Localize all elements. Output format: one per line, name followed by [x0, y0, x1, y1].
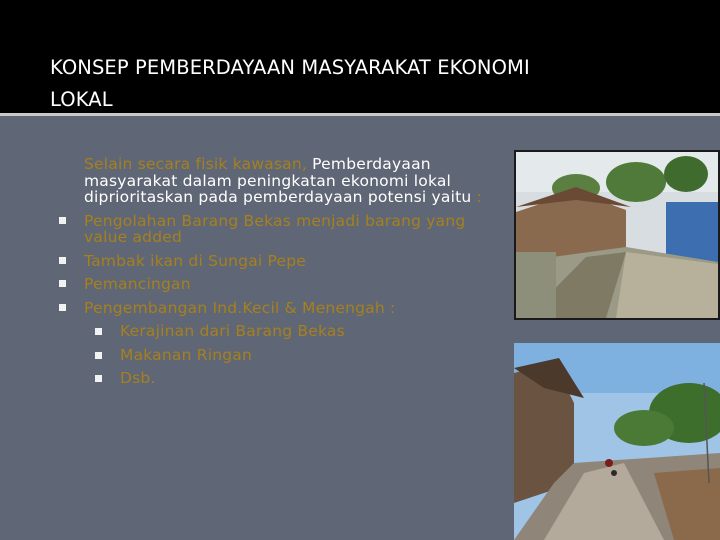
village-road-illustration — [514, 343, 720, 540]
list-item — [58, 300, 508, 317]
list-item-label: Pengembangan Ind.Kecil & Menengah : — [84, 298, 396, 317]
intro-highlight: Selain secara fisik kawasan, — [84, 155, 308, 173]
bullet-icon — [95, 375, 102, 382]
title-divider — [0, 113, 720, 116]
list-item — [58, 253, 508, 270]
list-item-label: Pemancingan — [84, 275, 191, 293]
intro-paragraph — [58, 156, 508, 206]
river-settlement-photo — [514, 150, 720, 320]
title-bar — [0, 0, 720, 113]
sub-list-item-label: Dsb. — [120, 369, 156, 387]
sub-list-item-label: Makanan Ringan — [120, 345, 253, 364]
bullet-icon — [59, 257, 66, 264]
list-item — [58, 213, 508, 246]
list-item-label: Tambak ikan di Sungai Pepe — [84, 251, 307, 270]
river-settlement-illustration — [516, 152, 718, 318]
intro-colon: : — [471, 188, 482, 206]
bullet-icon — [59, 304, 66, 311]
slide-title: KONSEP PEMBERDAYAAN MASYARAKAT EKONOMI LOKAL — [50, 56, 530, 111]
sub-list-item — [90, 347, 508, 364]
village-road-photo — [514, 343, 720, 540]
slide-content — [58, 156, 508, 387]
list-item-label: Pengolahan Barang Bekas menjadi barang yang value added — [84, 211, 466, 246]
sub-list-item — [90, 370, 508, 387]
bullet-icon — [59, 217, 66, 224]
sub-list-item-label: Kerajinan dari Barang Bekas — [120, 322, 345, 340]
sub-list-item — [90, 323, 508, 340]
intro-text: Pemberdayaan masyarakat dalam peningkatan ekonomi lokal diprioritaskan pada pemberdayaan potensi yaitu — [84, 155, 472, 206]
bullet-icon — [59, 280, 66, 287]
bullet-icon — [95, 328, 102, 335]
bullet-icon — [95, 352, 102, 359]
list-item — [58, 276, 508, 293]
